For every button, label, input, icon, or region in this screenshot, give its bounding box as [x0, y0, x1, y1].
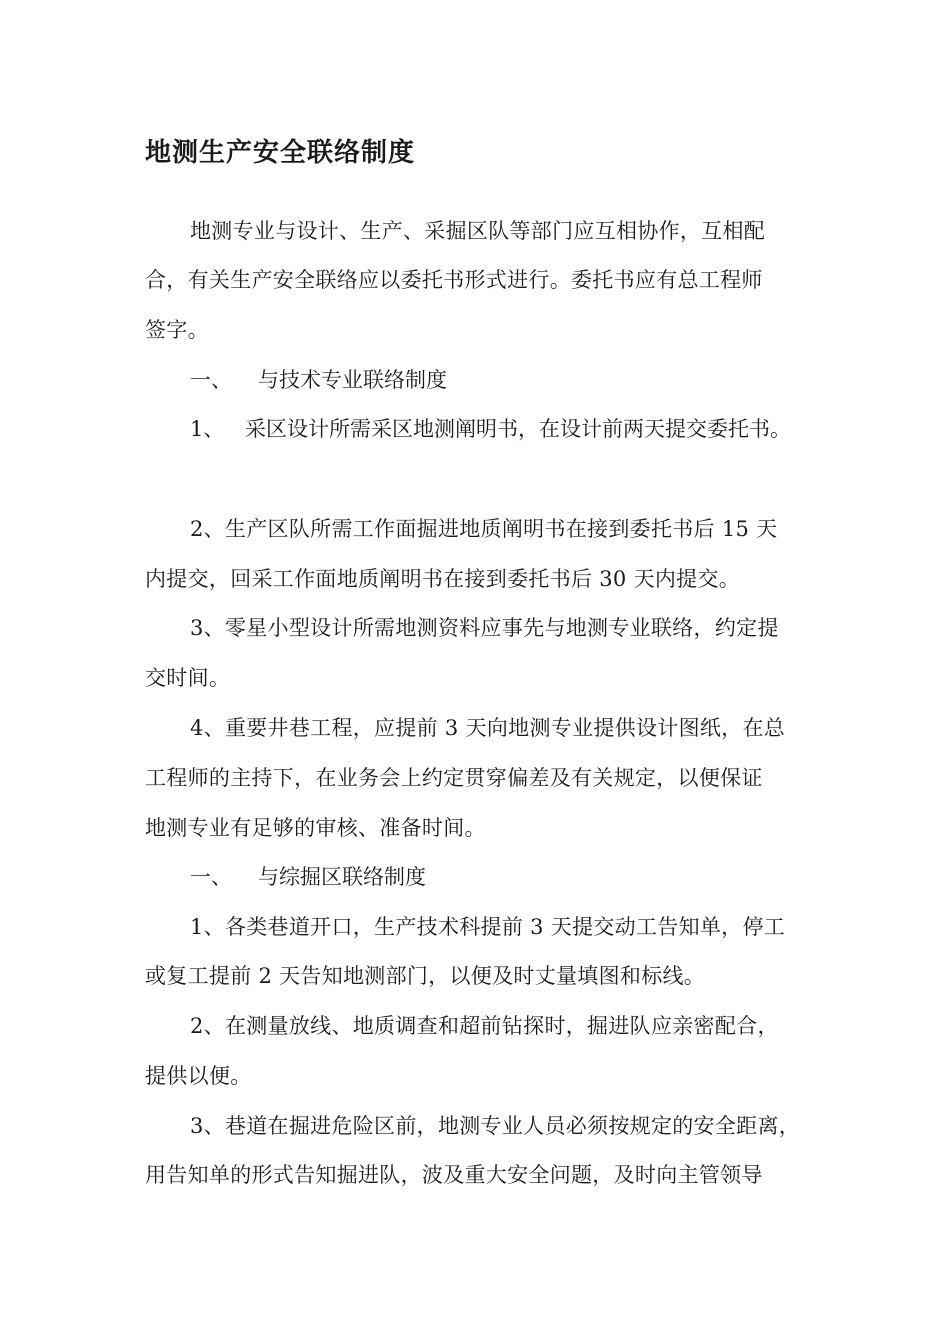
section-1-item-4-line-3: 地测专业有足够的审核、准备时间。: [145, 816, 486, 840]
section-2-item-2-line-1: 2、在测量放线、地质调查和超前钻探时，掘进队应亲密配合，: [190, 1014, 779, 1038]
section-1-number: 一、: [190, 368, 232, 392]
section-1-item-3-line-2: 交时间。: [145, 666, 231, 690]
section-1-item-3-line-1: 3、零星小型设计所需地测资料应事先与地测专业联络，约定提: [190, 616, 779, 640]
section-1-item-4-line-1: 4、重要井巷工程，应提前 3 天向地测专业提供设计图纸，在总: [190, 716, 786, 740]
section-1-item-2-line-1: 2、生产区队所需工作面掘进地质阐明书在接到委托书后 15 天: [190, 517, 778, 541]
section-2-item-3-line-1: 3、巷道在掘进危险区前，地测专业人员必须按规定的安全距离，: [190, 1114, 801, 1138]
section-1-heading: 与技术专业联络制度: [258, 368, 447, 392]
section-1-item-1-number: 1、: [190, 417, 225, 441]
section-2-heading: 与综掘区联络制度: [258, 865, 426, 889]
intro-line-2: 合，有关生产安全联络应以委托书形式进行。委托书应有总工程师: [145, 268, 763, 292]
section-2-item-1-line-2: 或复工提前 2 天告知地测部门，以便及时丈量填图和标线。: [145, 964, 706, 988]
section-2-item-2-line-2: 提供以便。: [145, 1064, 252, 1088]
document-title: 地测生产安全联络制度: [145, 138, 416, 168]
intro-line-3: 签字。: [145, 318, 209, 342]
section-1-item-4-line-2: 工程师的主持下，在业务会上约定贯穿偏差及有关规定，以便保证: [145, 766, 763, 790]
section-2-item-1-line-1: 1、各类巷道开口，生产技术科提前 3 天提交动工告知单，停工: [190, 915, 786, 939]
section-1-item-1-text: 采区设计所需采区地测阐明书，在设计前两天提交委托书。: [245, 417, 791, 441]
section-2-number: 一、: [190, 865, 232, 889]
section-1-item-2-line-2: 内提交，回采工作面地质阐明书在接到委托书后 30 天内提交。: [145, 567, 741, 591]
intro-line-1: 地测专业与设计、生产、采掘区队等部门应互相协作，互相配: [190, 219, 766, 243]
section-2-item-3-line-2: 用告知单的形式告知掘进队，波及重大安全问题，及时向主管领导: [145, 1163, 763, 1187]
